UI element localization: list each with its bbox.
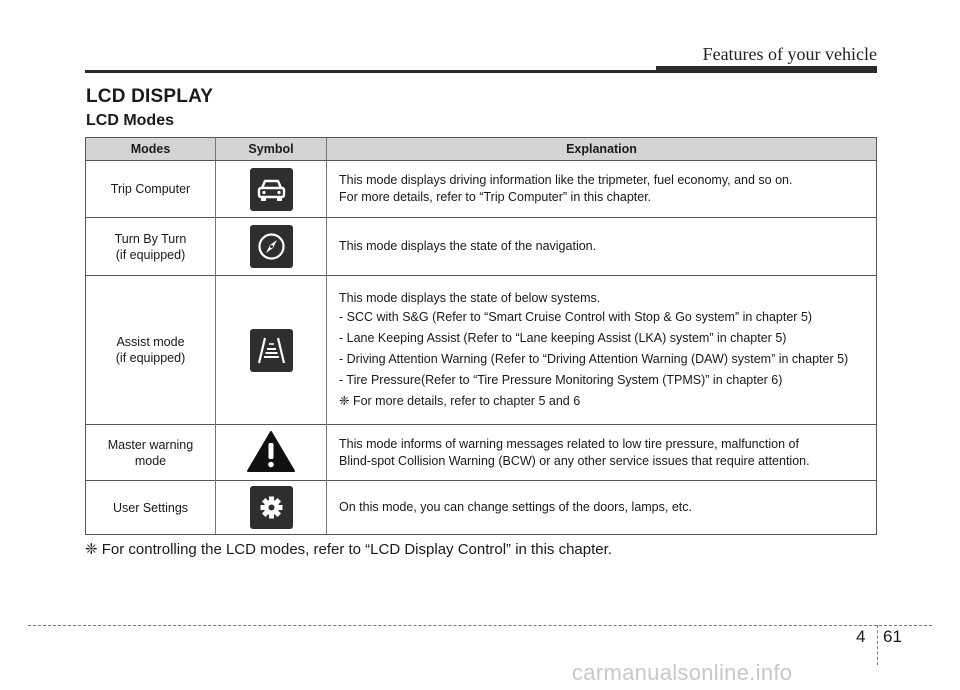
mode-label-sub: mode [134,453,167,468]
footnote: ❈ For controlling the LCD modes, refer to “LCD Display Control” in this chapter. [85,541,612,558]
explanation-cell [327,218,877,276]
page-number: 61 [883,627,902,646]
explanation-line: This mode informs of warning messages related to low tire pressure, malfunction of [339,436,799,451]
mode-label: Trip Computer [110,182,191,196]
mode-cell [86,481,216,535]
symbol-cell [216,161,327,218]
running-head: Features of your vehicle [702,44,877,64]
table-row-turn-by-turn [86,218,877,276]
explanation-line: On this mode, you can change settings of the doors, lamps, etc. [339,500,692,514]
mode-label: Master warning [107,437,194,452]
section-title: LCD DISPLAY [86,86,214,107]
table-row-master-warning [86,425,877,481]
header-rule [85,70,877,73]
table-header-row [86,138,877,161]
note-line: ❈ For more details, refer to chapter 5 and 6 [339,394,581,408]
table-row-user-settings [86,481,877,535]
table-row-assist-mode [86,276,877,425]
page-number-divider [877,625,878,665]
mode-label-sub: (if equipped) [115,247,186,262]
mode-cell [86,218,216,276]
mode-label: User Settings [112,500,189,515]
list-item: - Tire Pressure(Refer to “Tire Pressure Monitoring System (TPMS)” in chapter 6) [339,373,783,387]
explanation-line: Blind-spot Collision Warning (BCW) or any other service issues that require attention. [339,453,810,468]
table-row-trip-computer [86,161,877,218]
mode-label: Assist mode [116,335,185,349]
mode-cell [86,425,216,481]
explanation-cell [327,425,877,481]
symbol-cell [216,481,327,535]
bottom-rule [28,625,932,626]
explanation-cell [327,276,877,425]
header-symbol: Symbol [216,138,327,161]
gear-icon [250,486,293,529]
lcd-modes-table [85,137,877,535]
explanation-line: This mode displays driving information like the tripmeter, fuel economy, and so on. [339,173,793,187]
lane-assist-icon [250,329,293,372]
symbol-cell [216,276,327,425]
header-modes: Modes [86,138,216,161]
symbol-cell [216,425,327,481]
mode-cell [86,276,216,425]
explanation-line: This mode displays the state of the navigation. [339,239,597,253]
mode-cell [86,161,216,218]
compass-icon [250,225,293,268]
symbol-cell [216,218,327,276]
sub-title: LCD Modes [86,112,174,129]
mode-label-sub: (if equipped) [115,351,186,365]
list-item: - Driving Attention Warning (Refer to “Driving Attention Warning (DAW) system” in chapter 5) [339,352,849,366]
car-icon [250,168,293,211]
watermark: carmanualsonline.info [572,660,793,685]
list-item: - Lane Keeping Assist (Refer to “Lane keeping Assist (LKA) system” in chapter 5) [339,331,787,345]
mode-label: Turn By Turn [114,231,187,246]
explanation-cell [327,161,877,218]
explanation-cell [327,481,877,535]
explanation-line: This mode displays the state of below systems. [339,291,601,305]
chapter-number: 4 [856,627,866,646]
warning-triangle-icon [246,429,296,476]
list-item: - SCC with S&G (Refer to “Smart Cruise Control with Stop & Go system” in chapter 5) [339,310,813,324]
header-explanation: Explanation [327,138,877,161]
explanation-line: For more details, refer to “Trip Computer” in this chapter. [339,190,652,204]
